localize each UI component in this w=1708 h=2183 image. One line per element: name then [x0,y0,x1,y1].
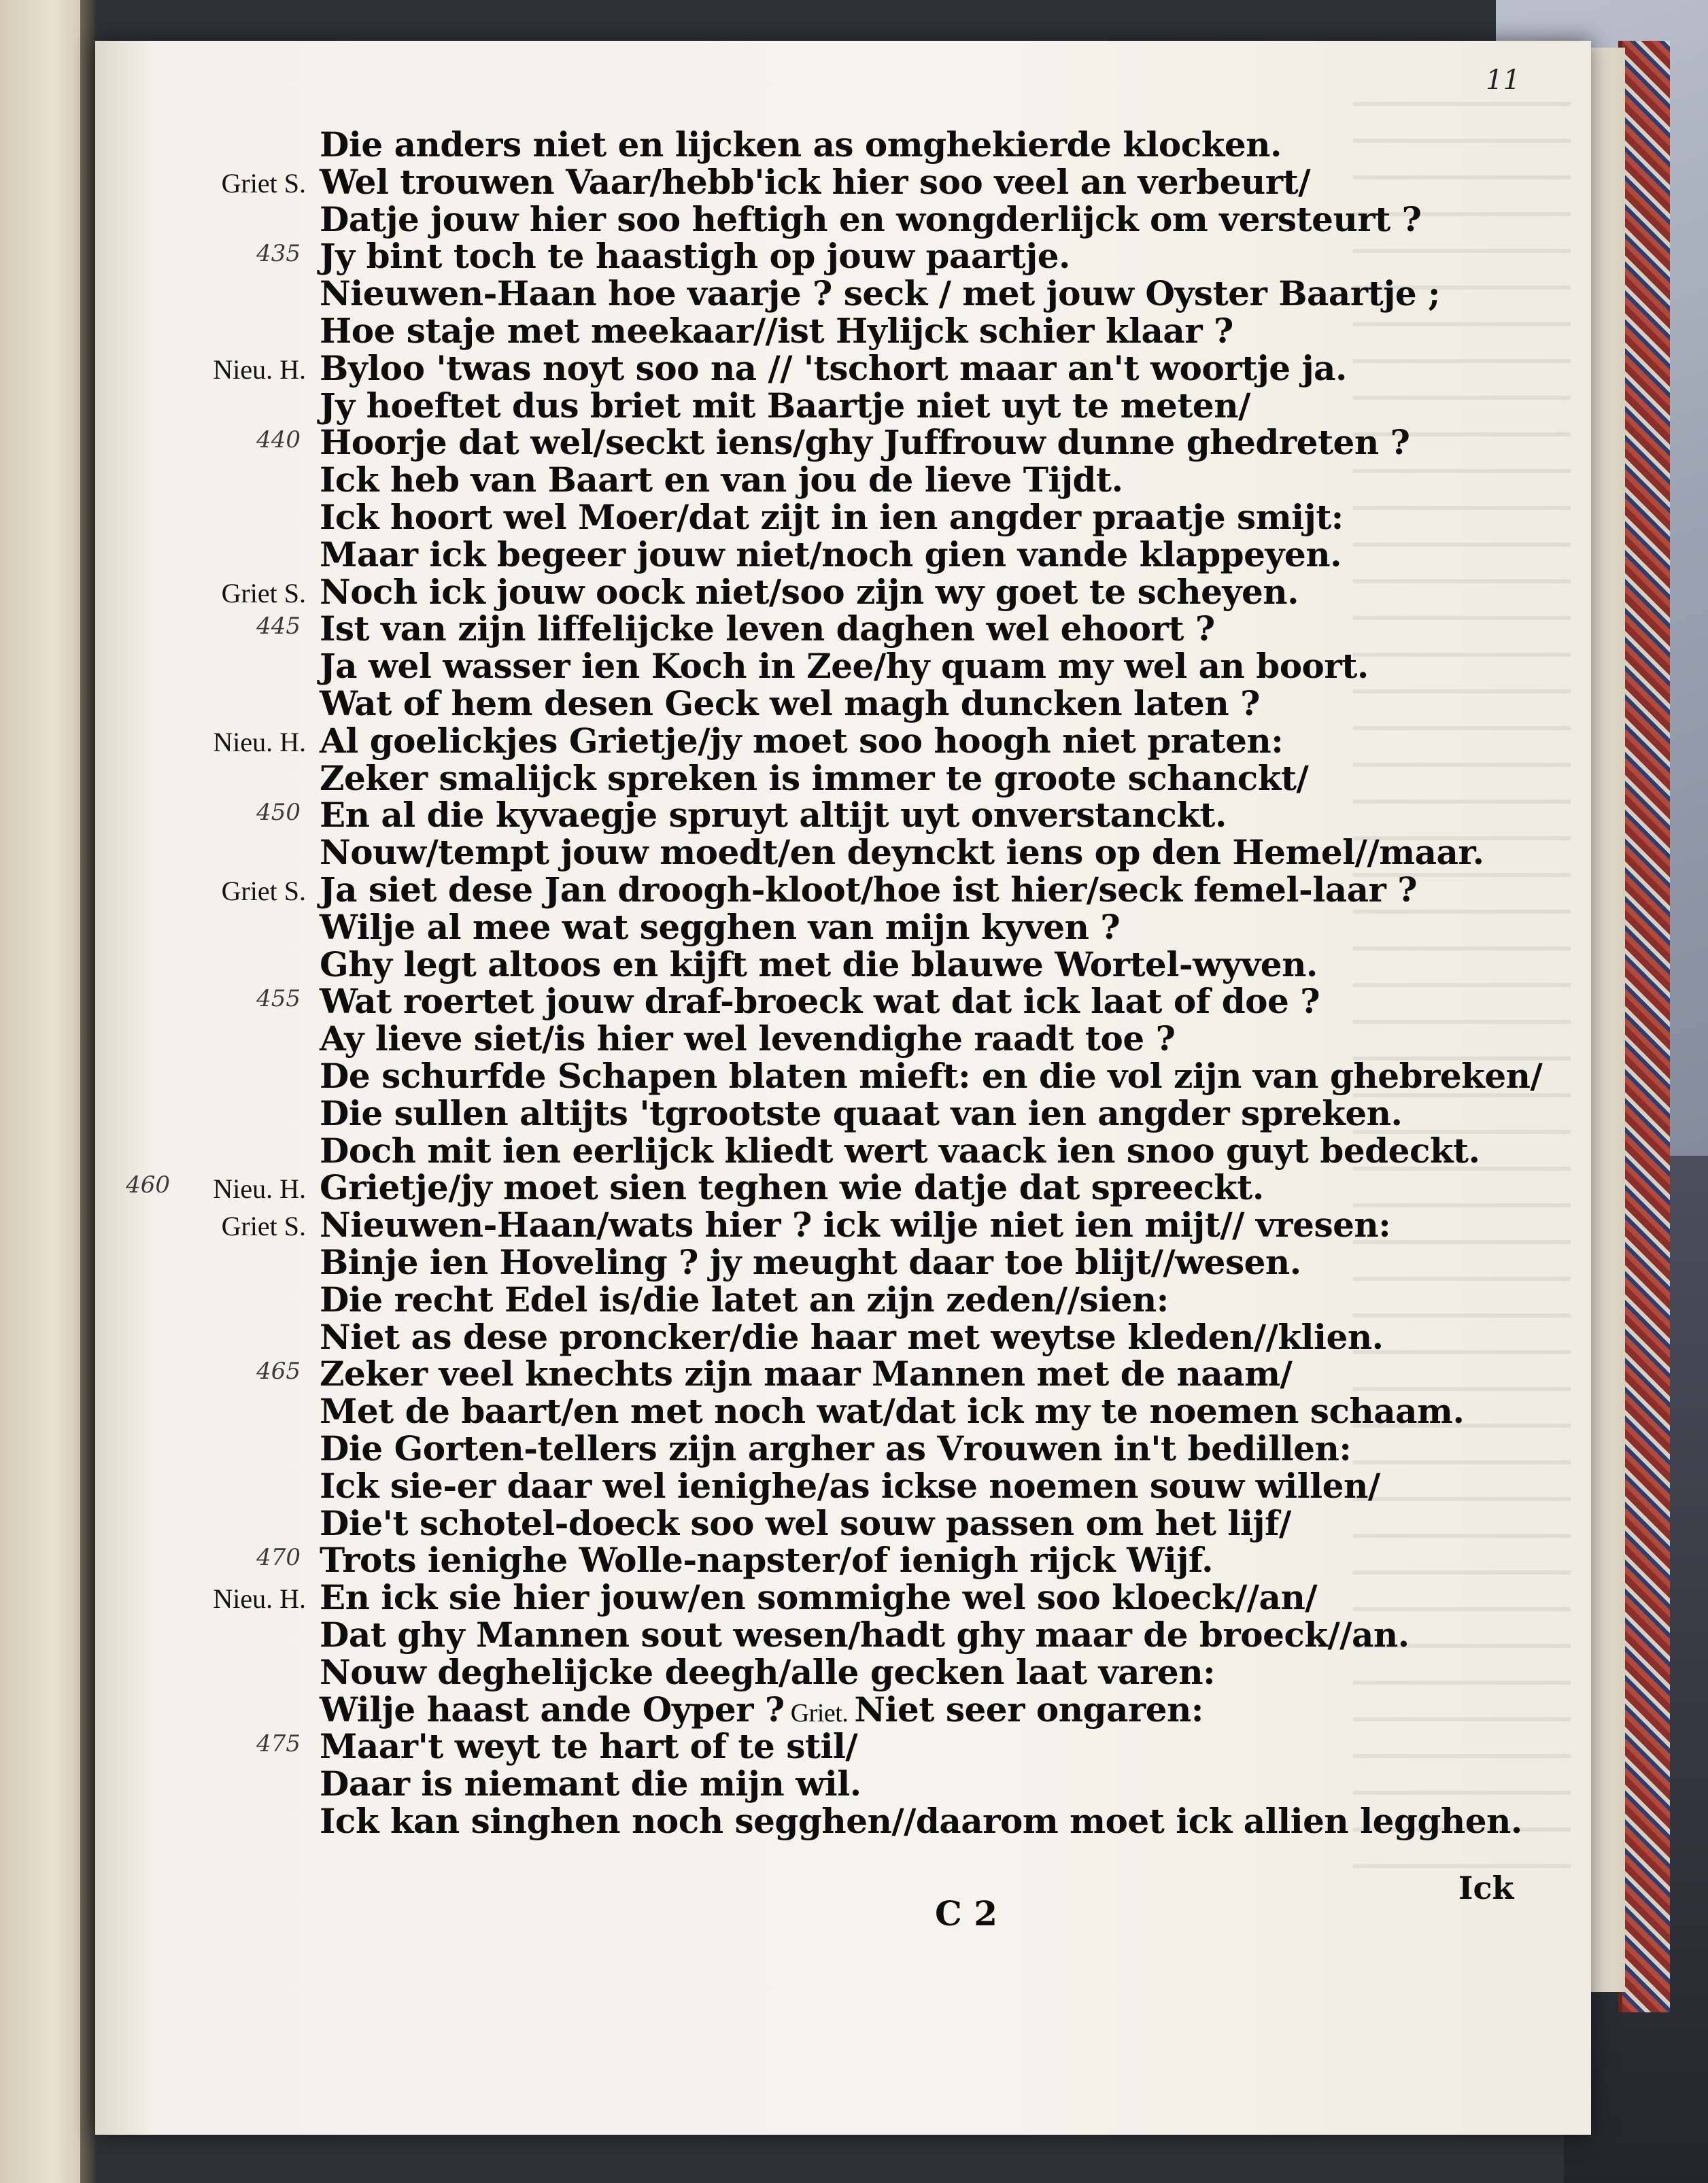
verse-line [320,1502,1291,1543]
verse-text: Die anders niet en lijcken as omghekierde klocken. [320,124,1282,165]
speaker-label: Nieu. H. [213,1173,306,1205]
verse-text: Doch mit ien eerlijck kliedt wert vaack ien snoo guyt bedeckt. [320,1130,1480,1171]
verse-line [320,908,1120,946]
verse-text: Nieuwen-Haan hoe vaarje ? seck / met jouw Oyster Baartje ; [320,273,1441,314]
verse-line [320,1318,1384,1356]
verse-text: Die't schotel-doeck soo wel souw passen om het lijf/ [320,1502,1291,1543]
verse-text: Noch ick jouw oock niet/soo zijn wy goet te scheyen. [320,571,1299,612]
verse-line [320,349,1347,388]
verse-text: Niet seer ongaren: [854,1689,1203,1730]
speaker-label: Griet S. [221,577,306,608]
show-through-text [1353,102,1571,1870]
verse-line [320,1355,1292,1393]
verse-line [320,1616,1410,1654]
printer-signature: C 2 [935,1893,997,1933]
line-number: 445 [256,613,301,640]
speaker-label: Nieu. H. [213,354,306,385]
verse-text: Hoe staje met meekaar//ist Hylijck schier klaar ? [320,311,1233,351]
verse-text: Ick heb van Baart en van jou de lieve Tijdt. [320,460,1123,500]
verse-line [320,982,1320,1020]
verse-text: Wel trouwen Vaar/hebb'ick hier soo veel an verbeurt/ [320,161,1310,202]
speaker-label: Griet S. [221,876,306,906]
verse-line [320,387,1250,425]
verse-text: Niet as dese proncker/die haar met weytse kleden//klien. [320,1316,1384,1357]
verse-line [320,1243,1301,1282]
verse-text: De schurfde Schapen blaten mieft: en die vol zijn van ghebreken/ [320,1056,1543,1096]
verse-text: Trots ienighe Wolle-napster/of ienigh rijck Wijf. [320,1540,1214,1581]
verse-text: Jy hoeftet dus briet mit Baartje niet uyt te meten/ [320,385,1250,426]
verse-line [320,1467,1380,1505]
verse-line [320,163,1310,201]
verse-line [320,1579,1317,1617]
verse-text: Wat roertet jouw draf-broeck wat dat ick laat of doe ? [320,981,1320,1022]
verse-text: Ick hoort wel Moer/dat zijt in ien angder praatje smijt: [320,497,1344,537]
speaker-label: Griet S. [221,167,306,199]
verse-line [320,461,1123,499]
verse-text: En al die kyvaegje spruyt altijt uyt onverstanckt. [320,795,1227,836]
verse-line [320,312,1233,350]
verse-text: Wilje haast ande Oyper ? [320,1689,785,1730]
verse-line [320,1095,1402,1133]
verse-text: Ja wel wasser ien Koch in Zee/hy quam my wel an boort. [320,646,1369,687]
line-number: 450 [256,799,301,827]
catchword: Ick [1458,1870,1514,1906]
verse-text: Dat ghy Mannen sout wesen/hadt ghy maar de broeck//an. [320,1615,1410,1655]
verse-line [320,424,1410,462]
verse-line [320,1728,857,1766]
verse-text: Jy bint toch te haastigh op jouw paartje. [320,236,1070,277]
folio-number: 11 [1486,65,1520,96]
line-number: 475 [256,1730,301,1758]
verse-text: Wat of hem desen Geck wel magh duncken laten ? [320,683,1260,723]
verse-line [320,946,1318,984]
verse-line [320,647,1369,685]
verse-text: Ist van zijn liffelijcke leven daghen wel ehoort ? [320,608,1215,649]
verse-text: Nieuwen-Haan/wats hier ? ick wilje niet ien mijt// vresen: [320,1205,1391,1245]
verse-text: Al goelickjes Grietje/jy moet soo hoogh niet praten: [320,720,1284,761]
speaker-label: Griet S. [221,1211,306,1242]
verse-line [320,685,1260,723]
line-number: 465 [256,1358,301,1386]
verse-text: Die Gorten-tellers zijn argher as Vrouwen in't bedillen: [320,1428,1352,1468]
verse-text: Nouw/tempt jouw moedt/en deynckt iens op den Hemel//maar. [320,832,1484,873]
verse-line [320,498,1344,536]
verse-text: Ghy legt altoos en kijft met die blauwe Wortel-wyven. [320,944,1318,984]
verse-text: Die sullen altijts 'tgrootste quaat van ien angder spreken. [320,1093,1403,1133]
verse-text: Ick kan singhen noch segghen//daarom moet ick allien legghen. [320,1801,1522,1841]
verse-line [320,1057,1542,1095]
speaker-label: Nieu. H. [213,726,306,757]
verse-text: Grietje/jy moet sien teghen wie datje dat spreeckt. [320,1167,1264,1208]
verse-line [320,722,1283,760]
line-number: 460 [126,1171,170,1199]
verse-text: Daar is niemant die mijn wil. [320,1764,861,1804]
verse-line [320,275,1440,313]
verse-line [320,573,1299,611]
verse-text: Ick sie-er daar wel ienighe/as ickse noemen souw willen/ [320,1465,1380,1506]
verse-line [320,1169,1264,1207]
line-number: 455 [256,985,301,1013]
verse-line [320,237,1070,275]
verse-line [320,1802,1522,1840]
verse-line [320,126,1282,164]
verse-line [320,536,1342,574]
inline-speaker-label: Griet. [784,1698,855,1728]
speaker-label: Nieu. H. [213,1583,306,1615]
verse-line [320,759,1308,797]
verse-text: Byloo 'twas noyt soo na // 'tschort maar an't woortje ja. [320,347,1347,388]
verse-text: Met de baart/en met noch wat/dat ick my te noemen schaam. [320,1391,1465,1432]
left-facing-page [0,0,88,2183]
verse-line [320,1541,1213,1579]
verse-line [320,796,1227,834]
book-gutter [80,0,95,2183]
line-number: 435 [256,240,301,268]
verse-text: Ja siet dese Jan droogh-kloot/hoe ist hier/seck femel-laar ? [320,870,1418,910]
verse-line [320,871,1417,909]
verse-text: Die recht Edel is/die latet an zijn zeden//sien: [320,1279,1169,1320]
marbled-book-edge [1618,41,1670,2012]
verse-text: Datje jouw hier soo heftigh en wongderlijck om versteurt ? [320,199,1422,239]
verse-line [320,1281,1169,1319]
verse-text: Binje ien Hoveling ? jy meught daar toe blijt//wesen. [320,1242,1301,1282]
verse-line [320,1206,1390,1244]
verse-line [320,1765,861,1803]
verse-text: Maar't weyt te hart of te stil/ [320,1726,858,1767]
verse-text: Maar ick begeer jouw niet/noch gien vande klappeyen. [320,534,1342,574]
verse-line [320,1132,1480,1170]
verse-text: Zeker smalijck spreken is immer te groote schanckt/ [320,757,1309,798]
line-number: 470 [256,1544,301,1572]
verse-line [320,1020,1175,1058]
verse-line [320,610,1215,648]
verse-line [320,201,1421,239]
verse-text: Hoorje dat wel/seckt iens/ghy Juffrouw dunne ghedreten ? [320,422,1410,463]
verse-text: Ay lieve siet/is hier wel levendighe raadt toe ? [320,1018,1176,1059]
verse-line [320,1430,1351,1468]
verse-text: En ick sie hier jouw/en sommighe wel soo kloeck//an/ [320,1577,1318,1618]
verse-text: Wilje al mee wat segghen van mijn kyven ? [320,906,1121,947]
verse-line [320,1653,1215,1691]
verse-line [320,1392,1464,1430]
verse-text: Nouw deghelijcke deegh/alle gecken laat varen: [320,1651,1216,1692]
verse-line [320,833,1484,872]
verse-text: Zeker veel knechts zijn maar Mannen met de naam/ [320,1354,1293,1394]
line-number: 440 [256,426,301,454]
